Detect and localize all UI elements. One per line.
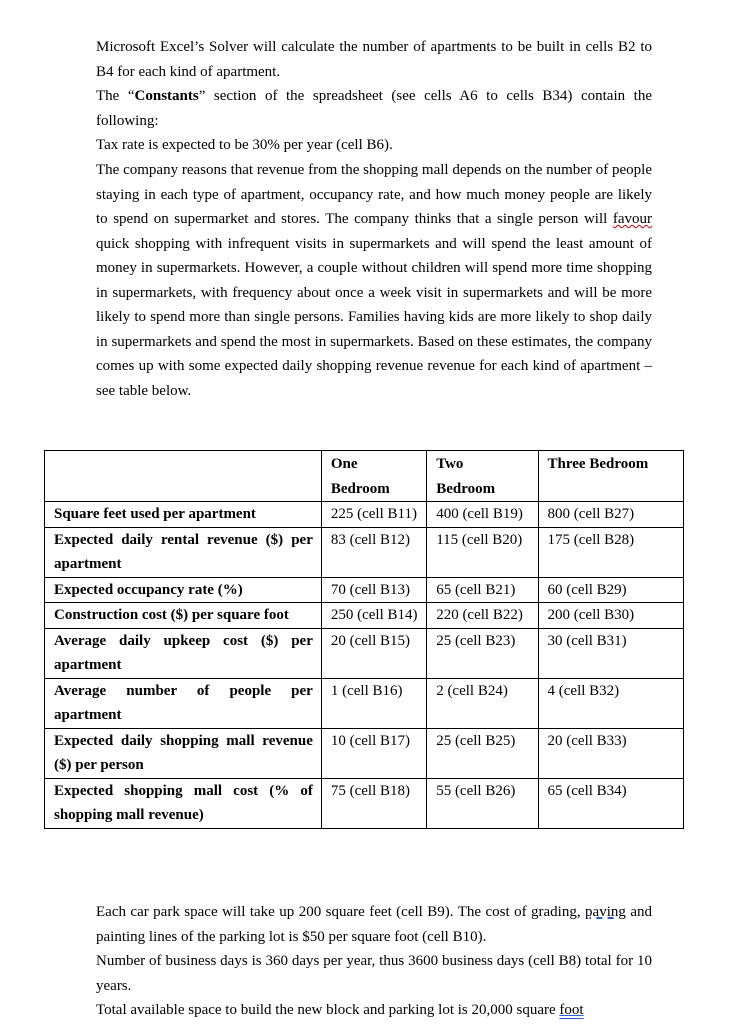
- row-label: Average daily upkeep cost ($) per apartment: [45, 628, 322, 678]
- cell-one-bedroom: 250 (cell B14): [321, 603, 426, 629]
- cell-three-bedroom: 65 (cell B34): [538, 778, 683, 828]
- cell-one-bedroom: 1 (cell B16): [321, 678, 426, 728]
- table-row: [45, 577, 684, 603]
- revenue-paragraph: [96, 158, 652, 403]
- revenue-text-pre: The company reasons that revenue from the shopping mall depends on the number of people staying in each type of apartment, occupancy rate, and how much money people are likely to spend on supermarket and stores. The company thinks that a single person will: [96, 162, 652, 227]
- spelling-flag-favour[interactable]: favour: [612, 211, 652, 227]
- cell-one-bedroom: 10 (cell B17): [321, 728, 426, 778]
- row-label: Square feet used per apartment: [45, 502, 322, 528]
- table-row: [45, 628, 684, 678]
- constants-text-pre: The “: [96, 88, 135, 104]
- cell-three-bedroom: 200 (cell B30): [538, 603, 683, 629]
- table-row: [45, 502, 684, 528]
- cell-two-bedroom: 55 (cell B26): [427, 778, 538, 828]
- row-label: Expected occupancy rate (%): [45, 577, 322, 603]
- table-row: [45, 728, 684, 778]
- intro-solver-paragraph: [96, 35, 652, 84]
- table-row: [45, 603, 684, 629]
- table-row: [45, 527, 684, 577]
- header-three-bedroom: [538, 451, 683, 502]
- constants-keyword: Constants: [134, 88, 199, 104]
- business-days-paragraph: [96, 949, 652, 998]
- cell-three-bedroom: 20 (cell B33): [538, 728, 683, 778]
- business-days-text: Number of business days is 360 days per year, thus 3600 business days (cell B8) total for 10 years.: [96, 953, 652, 994]
- table-header-row: [45, 451, 684, 502]
- table-row: [45, 678, 684, 728]
- intro-solver-text: Microsoft Excel’s Solver will calculate the number of apartments to be built in cells B2 to B4 for each kind of apartment.: [96, 39, 652, 80]
- car-park-text-pre: Each car park space will take up 200 square feet (cell B9). The cost of grading,: [96, 904, 586, 920]
- table-row: [45, 778, 684, 828]
- row-label: Average number of people per apartment: [45, 678, 322, 728]
- apartment-constants-table: [44, 450, 684, 829]
- car-park-text-post: and painting lines of the parking lot is $50 per square foot (cell B10).: [96, 904, 652, 945]
- spelling-flag-paving[interactable]: paving: [585, 904, 626, 920]
- car-park-paragraph: [96, 900, 652, 949]
- cell-one-bedroom: 225 (cell B11): [321, 502, 426, 528]
- cell-two-bedroom: 115 (cell B20): [427, 527, 538, 577]
- header-three-bedroom-text: Three Bedroom: [547, 456, 649, 472]
- cell-three-bedroom: 60 (cell B29): [538, 577, 683, 603]
- cell-three-bedroom: 175 (cell B28): [538, 527, 683, 577]
- grammar-flag-foot[interactable]: foot: [559, 1002, 584, 1018]
- cell-two-bedroom: 220 (cell B22): [427, 603, 538, 629]
- cell-two-bedroom: 25 (cell B23): [427, 628, 538, 678]
- revenue-text-post: quick shopping with infrequent visits in supermarkets and will spend the least amount of money in supermarkets. However, a couple without children will spend more time shopping in supermarkets, with frequency about once a week visit in supermarkets and will be more likely to spend more than single persons. Families having kids are more likely to shop daily in supermarkets and spend the most in supermarkets. Based on these estimates, the company comes up with some expected daily shopping revenue revenue for each kind of apartment – see table below.: [96, 235, 652, 399]
- cell-one-bedroom: 83 (cell B12): [321, 527, 426, 577]
- row-label: Expected shopping mall cost (% of shopping mall revenue): [45, 778, 322, 828]
- constants-paragraph: [96, 84, 652, 133]
- row-label: Expected daily shopping mall revenue ($) per person: [45, 728, 322, 778]
- header-two-bedroom-text: Two Bedroom: [436, 456, 496, 497]
- header-two-bedroom: [427, 451, 538, 502]
- header-one-bedroom-text: One Bedroom: [330, 456, 390, 497]
- tax-text: Tax rate is expected to be 30% per year (cell B6).: [96, 137, 393, 153]
- cell-one-bedroom: 75 (cell B18): [321, 778, 426, 828]
- table-header-blank: [45, 451, 322, 502]
- cell-three-bedroom: 30 (cell B31): [538, 628, 683, 678]
- row-label: Construction cost ($) per square foot: [45, 603, 322, 629]
- cell-one-bedroom: 70 (cell B13): [321, 577, 426, 603]
- available-space-paragraph: [96, 998, 652, 1023]
- available-space-text: Total available space to build the new block and parking lot is 20,000 square: [96, 1002, 560, 1018]
- cell-two-bedroom: 65 (cell B21): [427, 577, 538, 603]
- cell-two-bedroom: 2 (cell B24): [427, 678, 538, 728]
- cell-three-bedroom: 800 (cell B27): [538, 502, 683, 528]
- tax-paragraph: [96, 133, 652, 158]
- cell-two-bedroom: 25 (cell B25): [427, 728, 538, 778]
- cell-one-bedroom: 20 (cell B15): [321, 628, 426, 678]
- cell-three-bedroom: 4 (cell B32): [538, 678, 683, 728]
- constants-text-post: ” section of the spreadsheet (see cells A6 to cells B34) contain the following:: [96, 88, 652, 129]
- row-label: Expected daily rental revenue ($) per apartment: [45, 527, 322, 577]
- cell-two-bedroom: 400 (cell B19): [427, 502, 538, 528]
- header-one-bedroom: [321, 451, 426, 502]
